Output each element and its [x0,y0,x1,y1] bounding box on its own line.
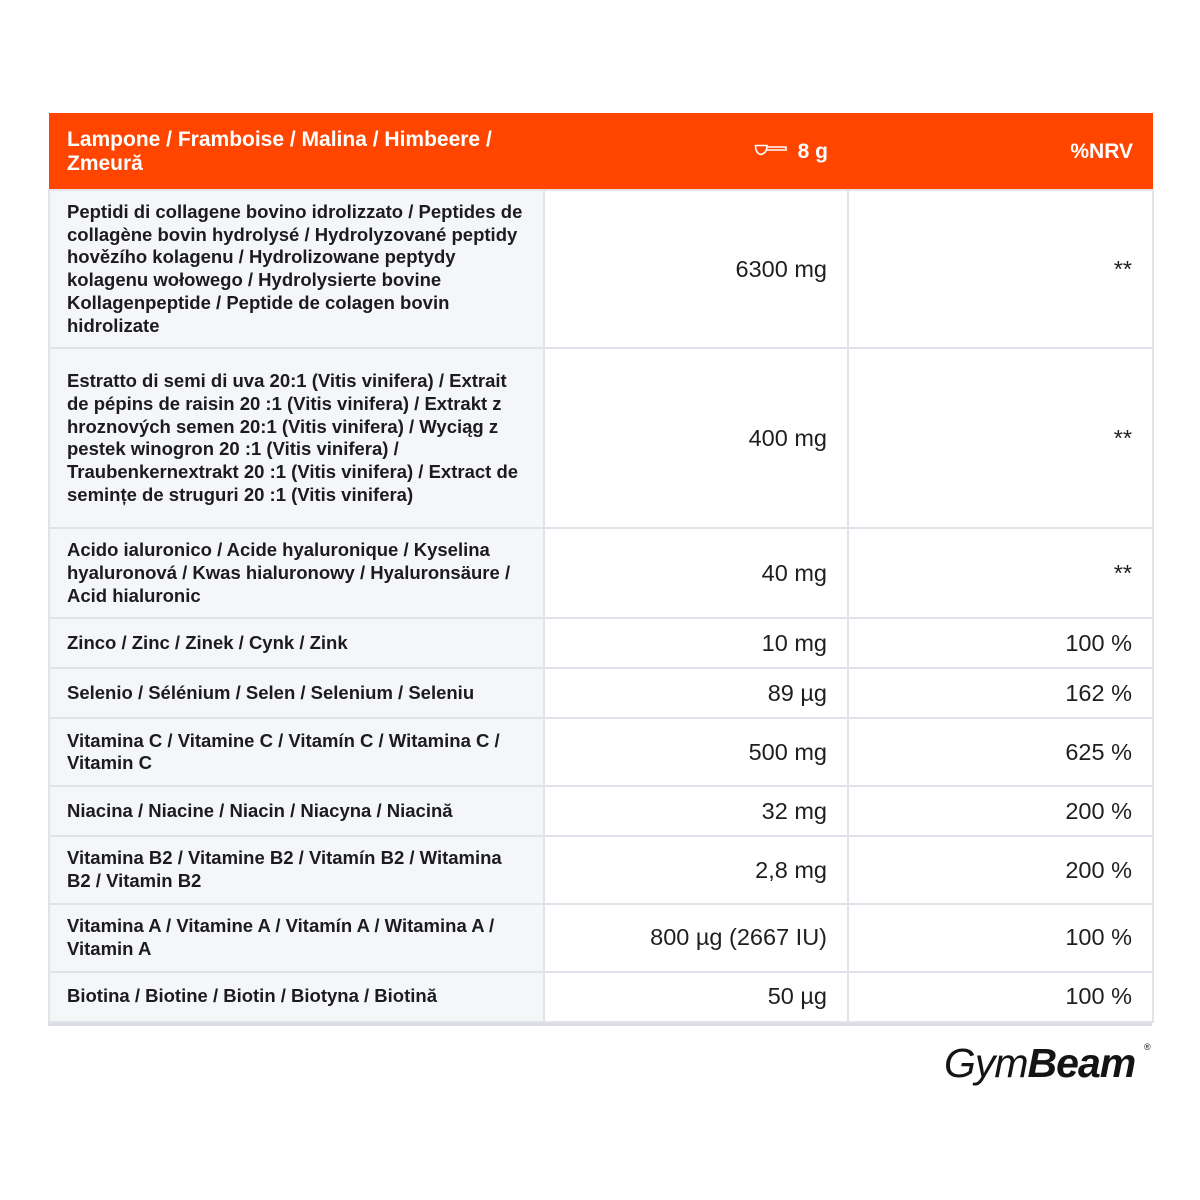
table-row [49,528,1153,618]
nutrient-nrv: ** [848,528,1153,618]
nutrient-name: Niacina / Niacine / Niacin / Niacyna / Niacină [49,786,544,836]
nutrient-amount: 32 mg [544,786,848,836]
nutrient-amount: 50 µg [544,972,848,1022]
table-row [49,668,1153,718]
logo-beam: Beam [1027,1040,1136,1086]
nutrient-name: Estratto di semi di uva 20:1 (Vitis vinifera) / Extrait de pépins de raisin 20 :1 (Vitis vinifera) / Extrakt z hroznových semen 20:1 (Vitis vinifera) / Wyciąg z pestek winogron 20 :1 (Vitis vinifera) / Traubenkernextrakt 20 :1 (Vitis vinifera) / Extract de semințe de struguri 20 :1 (Vitis vinifera) [49,348,544,528]
table-row [49,786,1153,836]
nutrient-name: Acido ialuronico / Acide hyaluronique / Kyselina hyaluronová / Kwas hialuronowy / Hyaluronsäure / Acid hialuronic [49,528,544,618]
nutrient-nrv: 100 % [848,904,1153,972]
header-flavor: Lampone / Framboise / Malina / Himbeere / Zmeură [67,128,492,175]
nutrition-table [48,113,1154,1023]
nutrient-amount: 89 µg [544,668,848,718]
nutrient-amount: 2,8 mg [544,836,848,903]
table-row [49,190,1153,348]
table-row [49,348,1153,528]
table-row [49,836,1153,903]
nutrition-table-container [48,113,1152,1026]
nutrient-name: Vitamina B2 / Vitamine B2 / Vitamín B2 / Witamina B2 / Vitamin B2 [49,836,544,903]
table-row [49,904,1153,972]
table-header-row [49,113,1153,190]
nutrient-nrv: 100 % [848,618,1153,668]
registered-mark: ® [1144,1042,1151,1052]
logo-gym: Gym [944,1040,1028,1086]
nutrient-amount: 10 mg [544,618,848,668]
nutrient-nrv: ** [848,190,1153,348]
nutrient-amount: 6300 mg [544,190,848,348]
nutrient-name: Zinco / Zinc / Zinek / Cynk / Zink [49,618,544,668]
header-serving [544,113,848,190]
nutrient-name: Vitamina C / Vitamine C / Vitamín C / Witamina C / Vitamin C [49,718,544,786]
nutrient-name: Peptidi di collagene bovino idrolizzato / Peptides de collagène bovin hydrolysé / Hydrolyzované peptidy hovězího kolagenu / Hydrolizowane peptydy kolagenu wołowego / Hydrolysierte bovine Kollagenpeptide / Peptide de colagen bovin hidrolizate [49,190,544,348]
nutrient-amount: 500 mg [544,718,848,786]
nutrient-nrv: 200 % [848,836,1153,903]
header-serving-label: 8 g [797,140,828,163]
nutrient-name: Vitamina A / Vitamine A / Vitamín A / Witamina A / Vitamin A [49,904,544,972]
nutrient-amount: 800 µg (2667 IU) [544,904,848,972]
scoop-icon [754,142,788,158]
table-row [49,618,1153,668]
nutrient-amount: 40 mg [544,528,848,618]
nutrient-nrv: 100 % [848,972,1153,1022]
table-row [49,972,1153,1022]
table-row [49,718,1153,786]
nutrient-name: Biotina / Biotine / Biotin / Biotyna / Biotină [49,972,544,1022]
nutrient-nrv: 625 % [848,718,1153,786]
nutrient-name: Selenio / Sélénium / Selen / Selenium / Seleniu [49,668,544,718]
nutrient-nrv: 162 % [848,668,1153,718]
nutrient-amount: 400 mg [544,348,848,528]
gymbeam-logo [944,1040,1154,1090]
logo-wordmark [944,1040,1154,1086]
header-nrv: %NRV [1070,140,1133,163]
nutrient-nrv: 200 % [848,786,1153,836]
nutrient-nrv: ** [848,348,1153,528]
